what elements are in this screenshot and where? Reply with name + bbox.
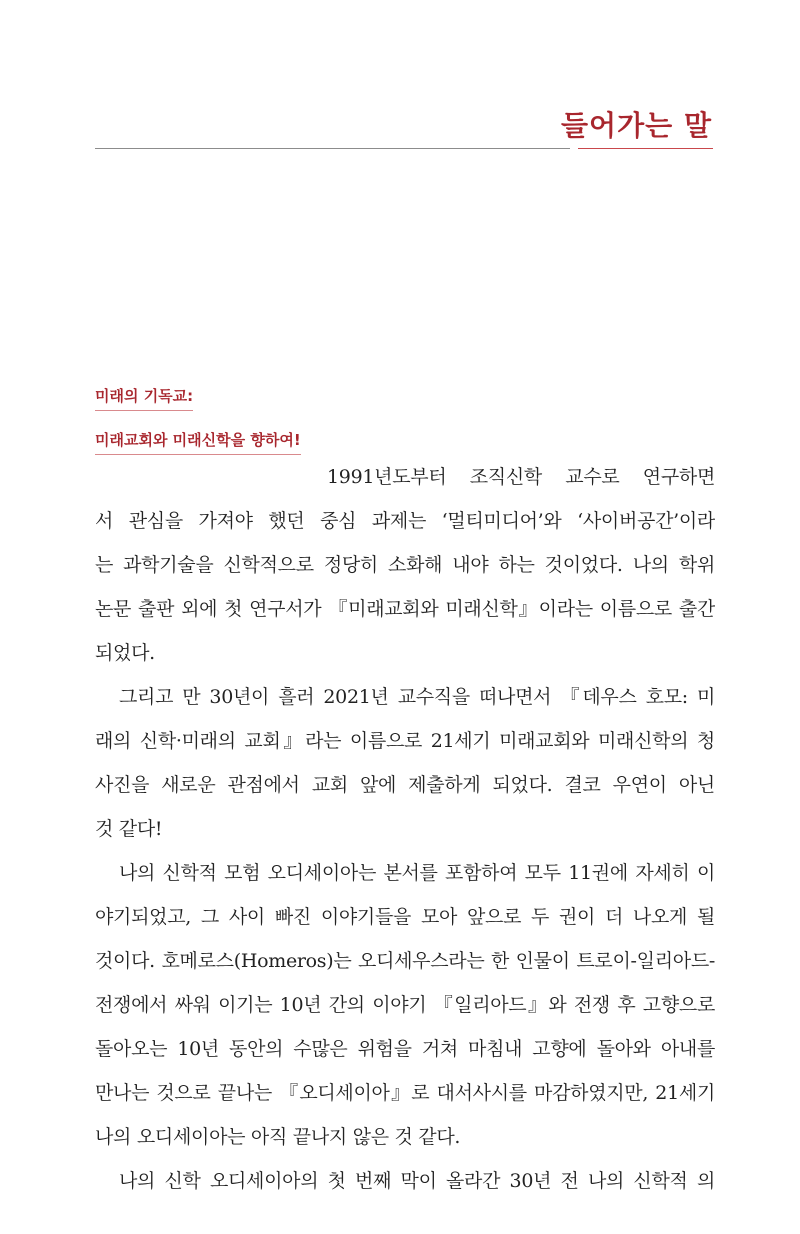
text-line: 나의 신학 오디세이아의 첫 번째 막이 올라간 30년 전 나의 신학적 의 <box>119 1170 715 1192</box>
text-line: 논문 출판 외에 첫 연구서가 『미래교회와 미래신학』이라는 이름으로 출간 <box>95 598 715 620</box>
text-line: 나의 신학적 모험 오디세이아는 본서를 포함하여 모두 11권에 자세히 이 <box>119 862 715 884</box>
section-subtitle-line1: 미래의 기독교: <box>95 385 193 411</box>
text-line: 전쟁에서 싸워 이기는 10년 간의 이야기 『일리아드』와 전쟁 후 고향으로 <box>95 994 715 1016</box>
body-text <box>95 455 715 1203</box>
text-line: 야기되었고, 그 사이 빠진 이야기들을 모아 앞으로 두 권이 더 나오게 될 <box>95 906 715 928</box>
text-line: 나의 오디세이아는 아직 끝나지 않은 것 같다. <box>95 1126 461 1148</box>
text-line: 것이다. 호메로스(Homeros)는 오디세우스라는 한 인물이 트로이-일리아드- <box>95 950 715 972</box>
text-line: 그리고 만 30년이 흘러 2021년 교수직을 떠나면서 『데우스 호모: 미 <box>119 686 715 708</box>
text-line: 래의 신학·미래의 교회』라는 이름으로 21세기 미래교회와 미래신학의 청 <box>95 730 715 752</box>
header-rule-gray <box>95 148 570 149</box>
text-line: 1991년도부터 조직신학 교수로 연구하면 <box>327 466 715 488</box>
text-line: 만나는 것으로 끝나는 『오디세이아』로 대서사시를 마감하였지만, 21세기 <box>95 1082 715 1104</box>
header-rule-red <box>578 148 713 149</box>
text-line: 는 과학기술을 신학적으로 정당히 소화해 내야 하는 것이었다. 나의 학위 <box>95 554 715 576</box>
text-line: 돌아오는 10년 동안의 수많은 위험을 거쳐 마침내 고향에 돌아와 아내를 <box>95 1038 715 1060</box>
text-line: 되었다. <box>95 642 155 664</box>
text-line: 사진을 새로운 관점에서 교회 앞에 제출하게 되었다. 결코 우연이 아닌 <box>95 774 715 796</box>
text-line: 서 관심을 가져야 했던 중심 과제는 ‘멀티미디어’와 ‘사이버공간’이라 <box>95 510 715 532</box>
text-line: 것 같다! <box>95 818 163 840</box>
section-subtitle-line2: 미래교회와 미래신학을 향하여! <box>95 429 301 455</box>
chapter-title: 들어가는 말 <box>561 109 712 142</box>
